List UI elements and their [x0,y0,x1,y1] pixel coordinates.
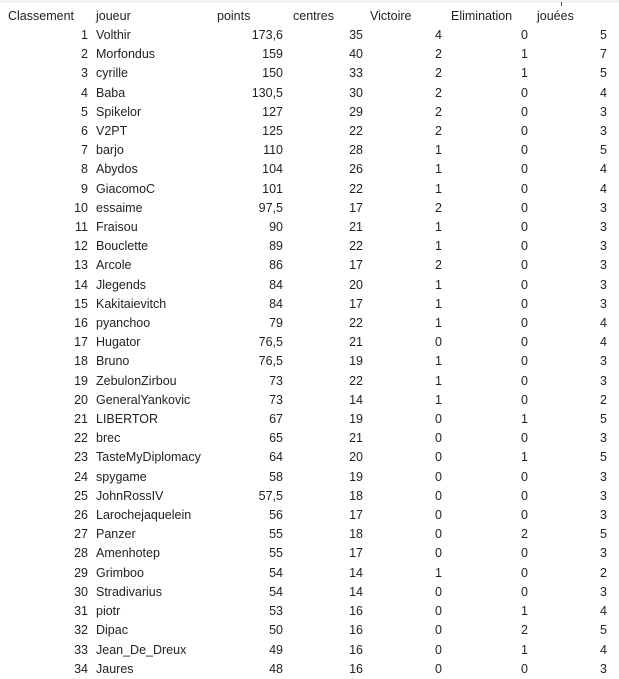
centres-cell: 21 [349,220,363,235]
centres-cell: 19 [349,412,363,427]
elimination-cell: 0 [521,28,528,42]
header-row [0,6,607,26]
player-name-cell: Baba [96,85,126,100]
table-row [0,84,607,103]
table-row [0,218,607,237]
points-cell: 130,5 [251,85,283,100]
jouees-cell: 4 [600,85,607,100]
centres-cell: 20 [349,277,363,292]
centres-cell: 22 [349,124,363,139]
centres-cell: 21 [349,335,363,350]
elimination-cell: 2 [521,623,528,638]
player-name-cell: Jean_De_Dreux [96,642,187,657]
centres-cell: 17 [349,546,363,561]
rank-cell: 24 [74,469,88,484]
victoire-cell: 1 [435,143,442,158]
rank-cell: 23 [74,450,88,465]
victoire-cell: 2 [435,85,442,100]
elimination-cell: 0 [521,258,528,273]
player-name-cell: Jlegends [96,277,147,292]
elimination-cell: 1 [521,47,528,62]
points-cell: 89 [269,239,283,254]
victoire-cell: 1 [435,354,442,369]
table-row [0,506,607,525]
rank-cell: 10 [74,200,88,215]
table-row [0,544,607,563]
centres-cell: 22 [349,239,363,254]
points-cell: 76,5 [258,354,283,369]
victoire-cell: 2 [435,258,442,273]
rank-cell: 4 [81,85,88,100]
centres-cell: 17 [349,200,363,215]
jouees-cell: 3 [600,277,607,292]
points-cell: 173,6 [251,28,283,42]
rank-cell: 31 [74,604,88,619]
points-cell: 55 [269,527,283,542]
table-row [0,180,607,199]
table-row [0,26,607,45]
centres-cell: 17 [349,258,363,273]
table-row [0,333,607,352]
player-name-cell: Morfondus [96,47,156,62]
centres-cell: 22 [349,316,363,331]
top-border-band [0,0,619,3]
victoire-cell: 1 [435,277,442,292]
elimination-cell: 0 [521,354,528,369]
player-name-cell: Hugator [96,335,141,350]
elimination-cell: 0 [521,124,528,139]
rank-cell: 14 [74,277,88,292]
jouees-cell: 4 [600,181,607,196]
victoire-cell: 0 [435,546,442,561]
table-row [0,45,607,64]
elimination-cell: 1 [521,450,528,465]
points-cell: 150 [262,66,283,81]
victoire-cell: 0 [435,431,442,446]
player-name-cell: Amenhotep [96,546,160,561]
rank-cell: 29 [74,565,88,580]
jouees-cell: 5 [600,66,607,81]
header-joueur: joueur [96,9,131,23]
victoire-cell: 0 [435,642,442,657]
player-name-cell: Dipac [96,623,128,638]
jouees-cell: 7 [600,47,607,62]
points-cell: 79 [269,316,283,331]
elimination-cell: 0 [521,431,528,446]
rank-cell: 2 [81,47,88,62]
points-cell: 127 [262,104,283,119]
centres-cell: 14 [349,584,363,599]
centres-cell: 18 [349,488,363,503]
jouees-cell: 3 [600,373,607,388]
rank-cell: 9 [81,181,88,196]
rank-cell: 16 [74,316,88,331]
centres-cell: 20 [349,450,363,465]
victoire-cell: 0 [435,661,442,676]
victoire-cell: 2 [435,66,442,81]
player-name-cell: GeneralYankovic [96,392,191,407]
victoire-cell: 1 [435,220,442,235]
elimination-cell: 2 [521,527,528,542]
jouees-cell: 5 [600,450,607,465]
rank-cell: 3 [81,66,88,81]
centres-cell: 26 [349,162,363,177]
victoire-cell: 2 [435,124,442,139]
victoire-cell: 1 [435,296,442,311]
rank-cell: 18 [74,354,88,369]
victoire-cell: 2 [435,200,442,215]
table-body [0,26,607,679]
player-name-cell: ZebulonZirbou [96,373,177,388]
victoire-cell: 2 [435,47,442,62]
points-cell: 53 [269,604,283,619]
centres-cell: 30 [349,85,363,100]
elimination-cell: 0 [521,316,528,331]
jouees-cell: 3 [600,239,607,254]
points-cell: 104 [262,162,283,177]
elimination-cell: 0 [521,220,528,235]
player-name-cell: V2PT [96,124,128,139]
points-cell: 97,5 [258,200,283,215]
jouees-cell: 3 [600,124,607,139]
elimination-cell: 0 [521,488,528,503]
table-row [0,641,607,660]
rank-cell: 26 [74,508,88,523]
victoire-cell: 1 [435,181,442,196]
table-row [0,122,607,141]
table-row [0,276,607,295]
rank-cell: 12 [74,239,88,254]
victoire-cell: 1 [435,373,442,388]
jouees-cell: 3 [600,661,607,676]
points-cell: 58 [269,469,283,484]
jouees-cell: 3 [600,431,607,446]
table-row [0,602,607,621]
centres-cell: 33 [349,66,363,81]
rank-cell: 32 [74,623,88,638]
elimination-cell: 0 [521,239,528,254]
victoire-cell: 4 [435,28,442,42]
points-cell: 50 [269,623,283,638]
table-row [0,372,607,391]
rank-cell: 7 [81,143,88,158]
player-name-cell: Bouclette [96,239,149,254]
elimination-cell: 0 [521,296,528,311]
centres-cell: 35 [349,28,363,42]
jouees-cell: 5 [600,28,607,42]
victoire-cell: 1 [435,565,442,580]
elimination-cell: 0 [521,469,528,484]
points-cell: 76,5 [258,335,283,350]
player-name-cell: Abydos [96,162,138,177]
rank-cell: 17 [74,335,88,350]
centres-cell: 16 [349,661,363,676]
player-name-cell: Bruno [96,354,130,369]
victoire-cell: 0 [435,508,442,523]
player-name-cell: Stradivarius [96,584,162,599]
header-jouees: jouées [537,9,574,23]
jouees-cell: 3 [600,584,607,599]
centres-cell: 16 [349,604,363,619]
centres-cell: 17 [349,296,363,311]
jouees-cell: 3 [600,220,607,235]
player-name-cell: Panzer [96,527,136,542]
player-name-cell: TasteMyDiplomacy [96,450,201,465]
rank-cell: 19 [74,373,88,388]
rank-cell: 21 [74,412,88,427]
player-name-cell: barjo [96,143,124,158]
player-name-cell: brec [96,431,121,446]
centres-cell: 14 [349,392,363,407]
jouees-cell: 4 [600,604,607,619]
victoire-cell: 0 [435,469,442,484]
jouees-cell: 2 [600,392,607,407]
jouees-cell: 4 [600,642,607,657]
centres-cell: 22 [349,181,363,196]
points-cell: 54 [269,565,283,580]
ranking-table [0,6,607,679]
points-cell: 101 [262,181,283,196]
table-row [0,448,607,467]
table-row [0,103,607,122]
victoire-cell: 1 [435,162,442,177]
rank-cell: 1 [81,28,88,42]
player-name-cell: Arcole [96,258,132,273]
table-row [0,314,607,333]
rank-cell: 22 [74,431,88,446]
table-row [0,410,607,429]
table-row [0,468,607,487]
table-row [0,525,607,544]
elimination-cell: 0 [521,85,528,100]
centres-cell: 16 [349,623,363,638]
rank-cell: 25 [74,488,88,503]
table-row [0,295,607,314]
elimination-cell: 0 [521,200,528,215]
rank-cell: 28 [74,546,88,561]
centres-cell: 21 [349,431,363,446]
jouees-cell: 5 [600,527,607,542]
table-row [0,256,607,275]
player-name-cell: JohnRossIV [96,488,164,503]
centres-cell: 19 [349,354,363,369]
centres-cell: 28 [349,143,363,158]
player-name-cell: essaime [96,200,143,215]
victoire-cell: 1 [435,316,442,331]
victoire-cell: 0 [435,604,442,619]
points-cell: 57,5 [258,488,283,503]
points-cell: 54 [269,584,283,599]
jouees-cell: 4 [600,335,607,350]
victoire-cell: 1 [435,239,442,254]
rank-cell: 6 [81,124,88,139]
jouees-cell: 3 [600,104,607,119]
player-name-cell: piotr [96,604,121,619]
elimination-cell: 1 [521,66,528,81]
header-victoire: Victoire [370,9,412,23]
header-centres: centres [293,9,334,23]
centres-cell: 40 [349,47,363,62]
player-name-cell: Larochejaquelein [96,508,192,523]
player-name-cell: pyanchoo [96,316,151,331]
points-cell: 84 [269,296,283,311]
jouees-cell: 5 [600,623,607,638]
elimination-cell: 1 [521,604,528,619]
table-row [0,237,607,256]
table-row [0,660,607,679]
jouees-cell: 3 [600,296,607,311]
jouees-cell: 4 [600,316,607,331]
points-cell: 125 [262,124,283,139]
victoire-cell: 1 [435,392,442,407]
elimination-cell: 0 [521,277,528,292]
elimination-cell: 0 [521,104,528,119]
header-points: points [217,9,251,23]
table-row [0,199,607,218]
victoire-cell: 0 [435,527,442,542]
player-name-cell: Kakitaievitch [96,296,167,311]
points-cell: 159 [262,47,283,62]
player-name-cell: LIBERTOR [96,412,159,427]
rank-cell: 27 [74,527,88,542]
player-name-cell: Fraisou [96,220,138,235]
header-elimination: Elimination [451,9,513,23]
elimination-cell: 0 [521,565,528,580]
jouees-cell: 3 [600,546,607,561]
rank-cell: 15 [74,296,88,311]
centres-cell: 19 [349,469,363,484]
victoire-cell: 0 [435,335,442,350]
victoire-cell: 2 [435,104,442,119]
rank-cell: 33 [74,642,88,657]
points-cell: 73 [269,373,283,388]
table-row [0,352,607,371]
jouees-cell: 3 [600,508,607,523]
player-name-cell: Grimboo [96,565,144,580]
points-cell: 73 [269,392,283,407]
elimination-cell: 1 [521,642,528,657]
jouees-cell: 3 [600,469,607,484]
table-row [0,429,607,448]
elimination-cell: 0 [521,546,528,561]
elimination-cell: 0 [521,162,528,177]
jouees-cell: 5 [600,412,607,427]
points-cell: 86 [269,258,283,273]
victoire-cell: 0 [435,488,442,503]
jouees-cell: 3 [600,488,607,503]
points-cell: 65 [269,431,283,446]
elimination-cell: 1 [521,412,528,427]
points-cell: 55 [269,546,283,561]
table-row [0,391,607,410]
centres-cell: 14 [349,565,363,580]
elimination-cell: 0 [521,584,528,599]
centres-cell: 18 [349,527,363,542]
jouees-cell: 5 [600,143,607,158]
table-row [0,160,607,179]
player-name-cell: Spikelor [96,104,142,119]
points-cell: 48 [269,661,283,676]
header-classement: Classement [8,9,74,23]
player-name-cell: spygame [96,469,147,484]
table-row [0,487,607,506]
rank-cell: 8 [81,162,88,177]
points-cell: 49 [269,642,283,657]
jouees-cell: 3 [600,354,607,369]
rank-cell: 13 [74,258,88,273]
player-name-cell: Volthir [96,28,131,42]
elimination-cell: 0 [521,373,528,388]
jouees-cell: 3 [600,258,607,273]
table-row [0,583,607,602]
elimination-cell: 0 [521,181,528,196]
points-cell: 64 [269,450,283,465]
rank-cell: 20 [74,392,88,407]
victoire-cell: 0 [435,623,442,638]
victoire-cell: 0 [435,584,442,599]
table-row [0,621,607,640]
player-name-cell: cyrille [96,66,128,81]
victoire-cell: 0 [435,450,442,465]
points-cell: 67 [269,412,283,427]
elimination-cell: 0 [521,335,528,350]
elimination-cell: 0 [521,508,528,523]
player-name-cell: Jaures [96,661,134,676]
centres-cell: 16 [349,642,363,657]
rank-cell: 11 [75,220,88,235]
points-cell: 90 [269,220,283,235]
points-cell: 110 [263,143,283,158]
victoire-cell: 0 [435,412,442,427]
elimination-cell: 0 [521,143,528,158]
jouees-cell: 3 [600,200,607,215]
points-cell: 56 [269,508,283,523]
centres-cell: 17 [349,508,363,523]
jouees-cell: 4 [600,162,607,177]
table-row [0,64,607,83]
player-name-cell: GiacomoC [96,181,156,196]
jouees-cell: 2 [600,565,607,580]
rank-cell: 30 [74,584,88,599]
rank-cell: 34 [74,661,88,676]
centres-cell: 22 [349,373,363,388]
elimination-cell: 0 [521,661,528,676]
table-row [0,141,607,160]
elimination-cell: 0 [521,392,528,407]
centres-cell: 29 [349,104,363,119]
rank-cell: 5 [81,104,88,119]
table-row [0,564,607,583]
points-cell: 84 [269,277,283,292]
